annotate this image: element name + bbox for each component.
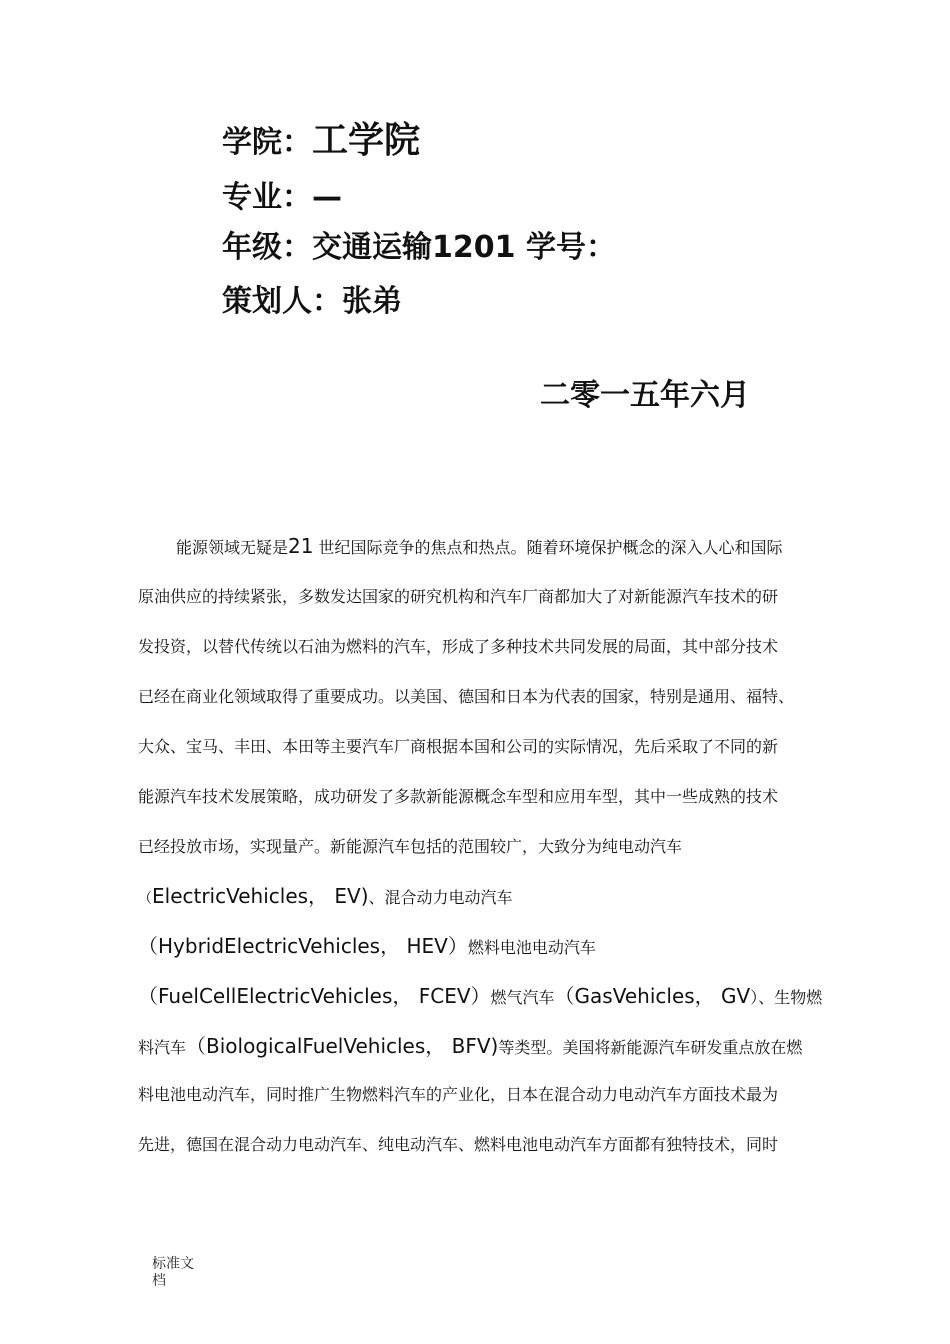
text-segment: 能源领域无疑是 — [176, 538, 289, 557]
paragraph-line: 发投资，以替代传统以石油为燃料的汽车，形成了多种技术共同发展的局面，其中部分技术 — [138, 637, 779, 656]
paragraph-line: 料电池电动汽车，同时推广生物燃料汽车的产业化，日本在混合动力电动汽车方面技术最为 — [138, 1085, 779, 1104]
grade-line: 年级：交通运输1201 学号： — [222, 230, 616, 265]
paragraph-line — [138, 880, 828, 909]
text-segment: 燃气汽车 — [490, 988, 555, 1007]
date-line: 二零一五年六月 — [540, 378, 750, 413]
paragraph-line: 能源汽车技术发展策略，成功研发了多款新能源概念车型和应用车型，其中一些成熟的技术 — [138, 787, 779, 806]
paragraph-line — [176, 534, 866, 558]
text-segment: （GasVehicles， GV — [554, 984, 751, 1008]
paragraph-line — [138, 1030, 828, 1059]
paragraph-line: 已经投放市场，实现量产。新能源汽车包括的范围较广，大致分为纯电动汽车 — [138, 837, 683, 856]
text-segment: （FuelCellElectricVehicles， FCEV） — [138, 984, 491, 1008]
paragraph-line — [138, 980, 828, 1009]
paragraph-line: 先进，德国在混合动力电动汽车、纯电动汽车、燃料电池电动汽车方面都有独特技术，同时 — [138, 1135, 779, 1154]
text-segment: （ — [138, 891, 152, 907]
text-segment: ）、生物燃 — [750, 988, 823, 1007]
college-line — [222, 112, 420, 163]
text-segment: 燃料电池电动汽车 — [467, 938, 596, 957]
text-segment: 21 — [288, 534, 314, 558]
paragraph-line: 大众、宝马、丰田、本田等主要汽车厂商根据本国和公司的实际情况，先后采取了不同的新 — [138, 737, 779, 756]
footer-note: 标准文档 — [152, 1256, 194, 1289]
college-label: 学院： — [222, 125, 312, 160]
text-segment: （HybridElectricVehicles， HEV） — [138, 934, 468, 958]
text-segment: （BiologicalFuelVehicles， BFV) — [186, 1034, 499, 1058]
text-segment: 世纪国际竞争的焦点和热点。随着环境保护概念的深入人心和国际 — [313, 538, 783, 557]
text-segment: ElectricVehicles， EV) — [152, 884, 369, 908]
paragraph-line — [138, 930, 828, 959]
college-value: 工学院 — [312, 120, 421, 161]
planner-line: 策划人：张弟 — [222, 284, 402, 319]
paragraph-line: 已经在商业化领域取得了重要成功。以美国、德国和日本为代表的国家，特别是通用、福特、 — [138, 687, 795, 706]
text-segment: 、混合动力电动汽车 — [368, 888, 513, 907]
paragraph-line: 原油供应的持续紧张，多数发达国家的研究机构和汽车厂商都加大了对新能源汽车技术的研 — [138, 587, 779, 606]
text-segment: 等类型。美国将新能源汽车研发重点放在燃 — [498, 1038, 803, 1057]
major-line: 专业：— — [222, 180, 342, 215]
text-segment: 料汽车 — [138, 1038, 187, 1057]
